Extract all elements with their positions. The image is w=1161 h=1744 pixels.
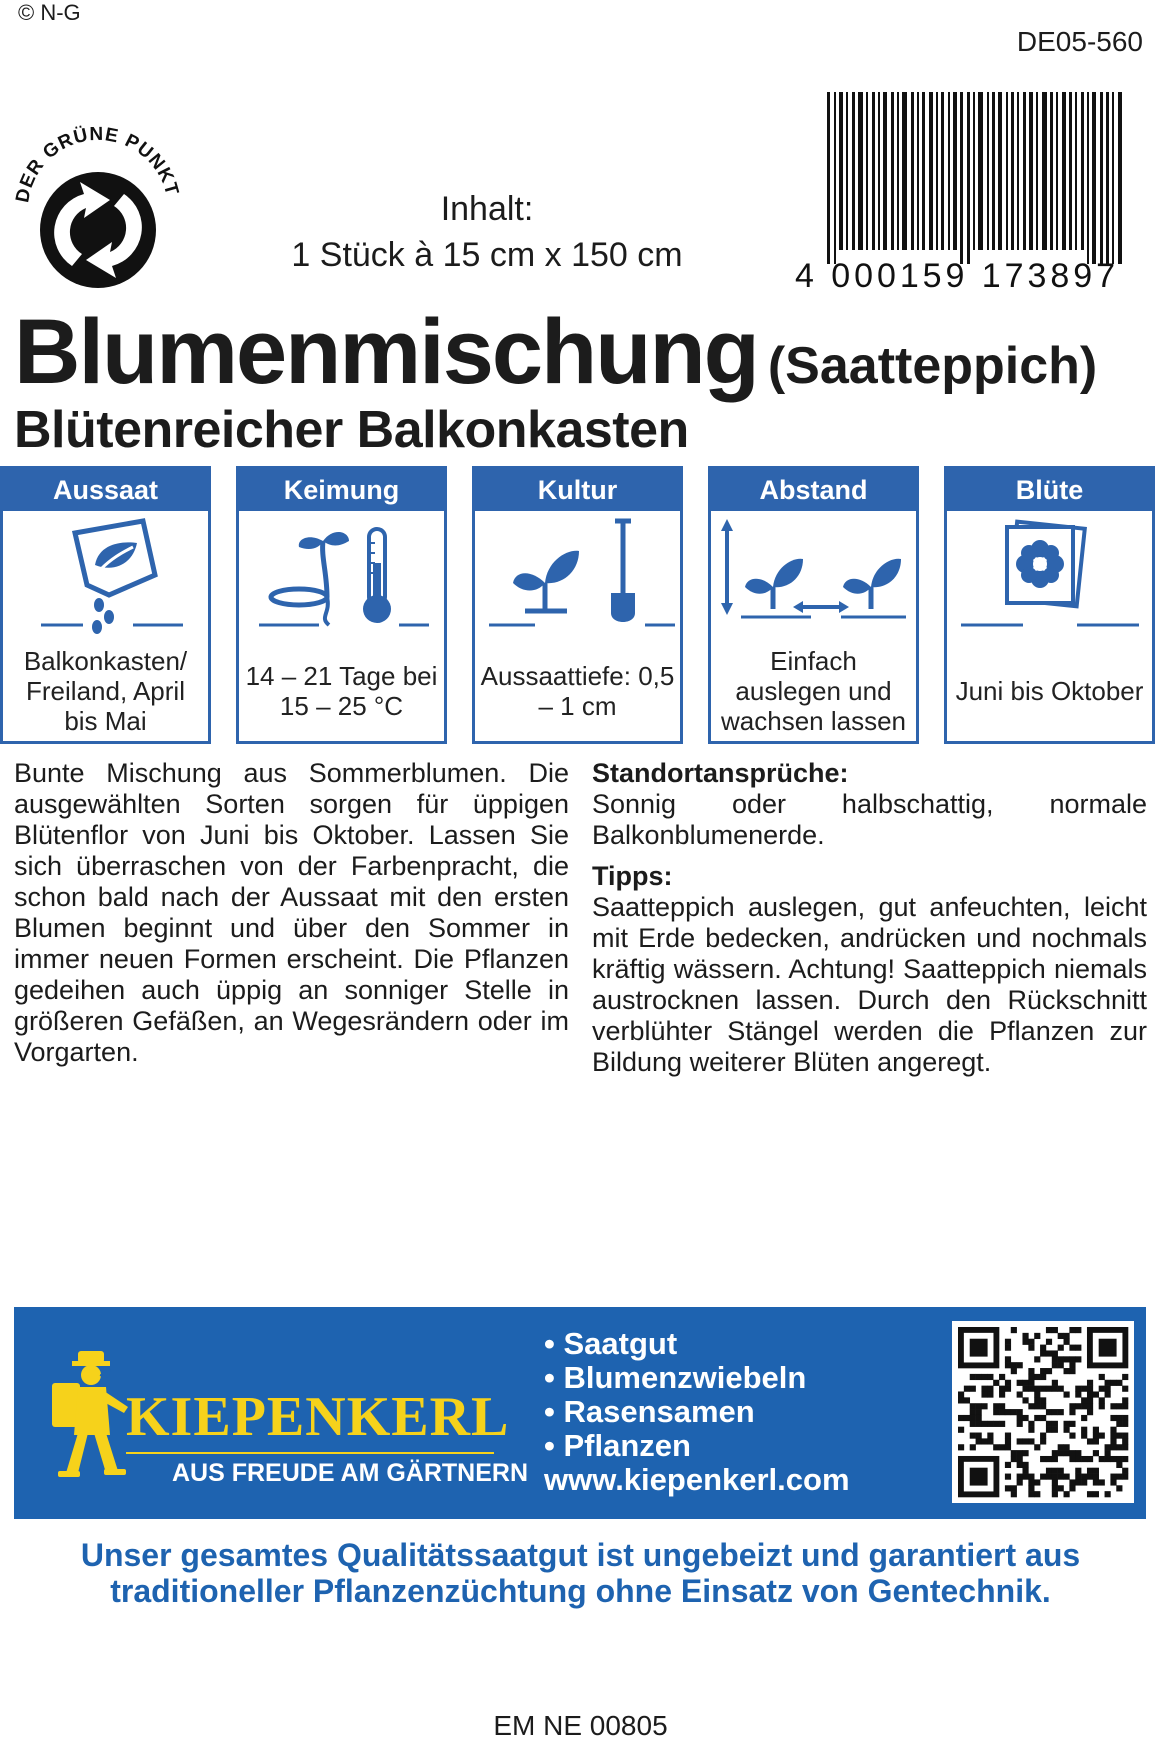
product-subtitle: Blütenreicher Balkonkasten (14, 401, 689, 459)
info-panel-text: Balkonkasten/ Freiland, April bis Mai (23, 646, 188, 736)
info-panel-heading: Abstand (711, 469, 916, 511)
info-panel-text: 14 – 21 Tage bei 15 – 25 °C (245, 661, 438, 721)
list-item: • Saatgut (544, 1326, 678, 1361)
flower-card-icon (947, 513, 1152, 643)
product-description: Bunte Mischung aus Sommerblumen. Die ausgewählten Sorten sorgen für üppigen Blütenflor von Juni bis Oktober. Lassen Sie sich überraschen von der Farbenpracht, die schon bald nach der Aussaat mit den ersten Blumen beginnt und über den Sommer in immer neuen Formen erscheint. Die Pflanzen gedeihen auch üppig an sonniger Stelle in größeren Gefäßen, an Wegesrändern oder im Vorgarten. (14, 758, 569, 1067)
contents-label: Inhalt: (440, 190, 534, 228)
seed-packet-sowing-icon (3, 513, 208, 643)
info-panel-aussaat (0, 466, 211, 744)
info-panel-heading: Blüte (947, 469, 1152, 511)
ean-barcode (795, 92, 1140, 292)
contents-value: 1 Stück à 15 cm x 150 cm (291, 236, 683, 274)
growing-instructions (592, 758, 1147, 1088)
list-item: • Blumenzwiebeln (544, 1360, 807, 1395)
barcode-number: 4 000159 173897 (795, 257, 1115, 292)
product-title (14, 300, 1097, 405)
package-contents (262, 186, 712, 278)
info-panel-kultur (472, 466, 683, 744)
plant-spacing-icon (711, 513, 916, 643)
info-panel-bluete (944, 466, 1155, 744)
info-panel-text: Einfach auslegen und wachsen lassen (721, 646, 906, 736)
info-panel-heading: Aussaat (3, 469, 208, 511)
product-range-item: Blumenzwiebeln (563, 1360, 807, 1395)
germination-thermometer-icon (239, 513, 444, 643)
info-panel-text: Aussaattiefe: 0,5 – 1 cm (480, 661, 675, 721)
copyright-notice: © N-G (18, 0, 81, 25)
brand-website-link[interactable]: www.kiepenkerl.com (544, 1462, 850, 1497)
location-text: Sonnig oder halbschattig, normale Balkonblumenerde. (592, 789, 1147, 850)
brand-name: KIEPENKERL (126, 1386, 510, 1448)
product-range-item: Saatgut (563, 1326, 678, 1361)
info-panel-text: Juni bis Oktober (955, 676, 1144, 706)
info-panel-abstand (708, 466, 919, 744)
article-code: DE05-560 (1016, 26, 1143, 57)
info-panel-heading: Keimung (239, 469, 444, 511)
footer-code: EM NE 00805 (493, 1710, 668, 1741)
tips-heading: Tipps: (592, 861, 673, 891)
product-name: Blumenmischung (14, 301, 758, 403)
product-range-item: Rasensamen (563, 1394, 755, 1429)
product-range-list (544, 1327, 850, 1497)
brand-banner (14, 1307, 1146, 1519)
list-item: • Rasensamen (544, 1394, 755, 1429)
list-item: • Pflanzen (544, 1428, 691, 1463)
seedling-spade-icon (475, 513, 680, 643)
qr-code[interactable] (952, 1321, 1134, 1503)
kiepenkerl-figure-icon (48, 1345, 138, 1483)
info-panel-keimung (236, 466, 447, 744)
gruener-punkt-logo (10, 118, 185, 293)
info-panel-heading: Kultur (475, 469, 680, 511)
brand-divider (126, 1452, 494, 1454)
quality-statement: Unser gesamtes Qualitätssaatgut ist ungebeizt und garantiert aus traditioneller Pflanzenzüchtung ohne Einsatz von Gentechnik. (80, 1537, 1081, 1609)
location-heading: Standortansprüche: (592, 758, 849, 788)
brand-slogan: AUS FREUDE AM GÄRTNERN (172, 1459, 529, 1487)
tips-text: Saatteppich auslegen, gut anfeuchten, leicht mit Erde bedecken, andrücken und nochmals kräftig wässern. Achtung! Saatteppich niemals austrocknen lassen. Durch den Rückschnitt verblühter Stängel werden die Pflanzen zur Bildung weiterer Blüten angeregt. (592, 892, 1147, 1077)
product-qualifier: (Saatteppich) (767, 337, 1098, 395)
product-range-item: Pflanzen (563, 1428, 691, 1463)
gruener-punkt-text: DER GRÜNE PUNKT (12, 123, 183, 205)
